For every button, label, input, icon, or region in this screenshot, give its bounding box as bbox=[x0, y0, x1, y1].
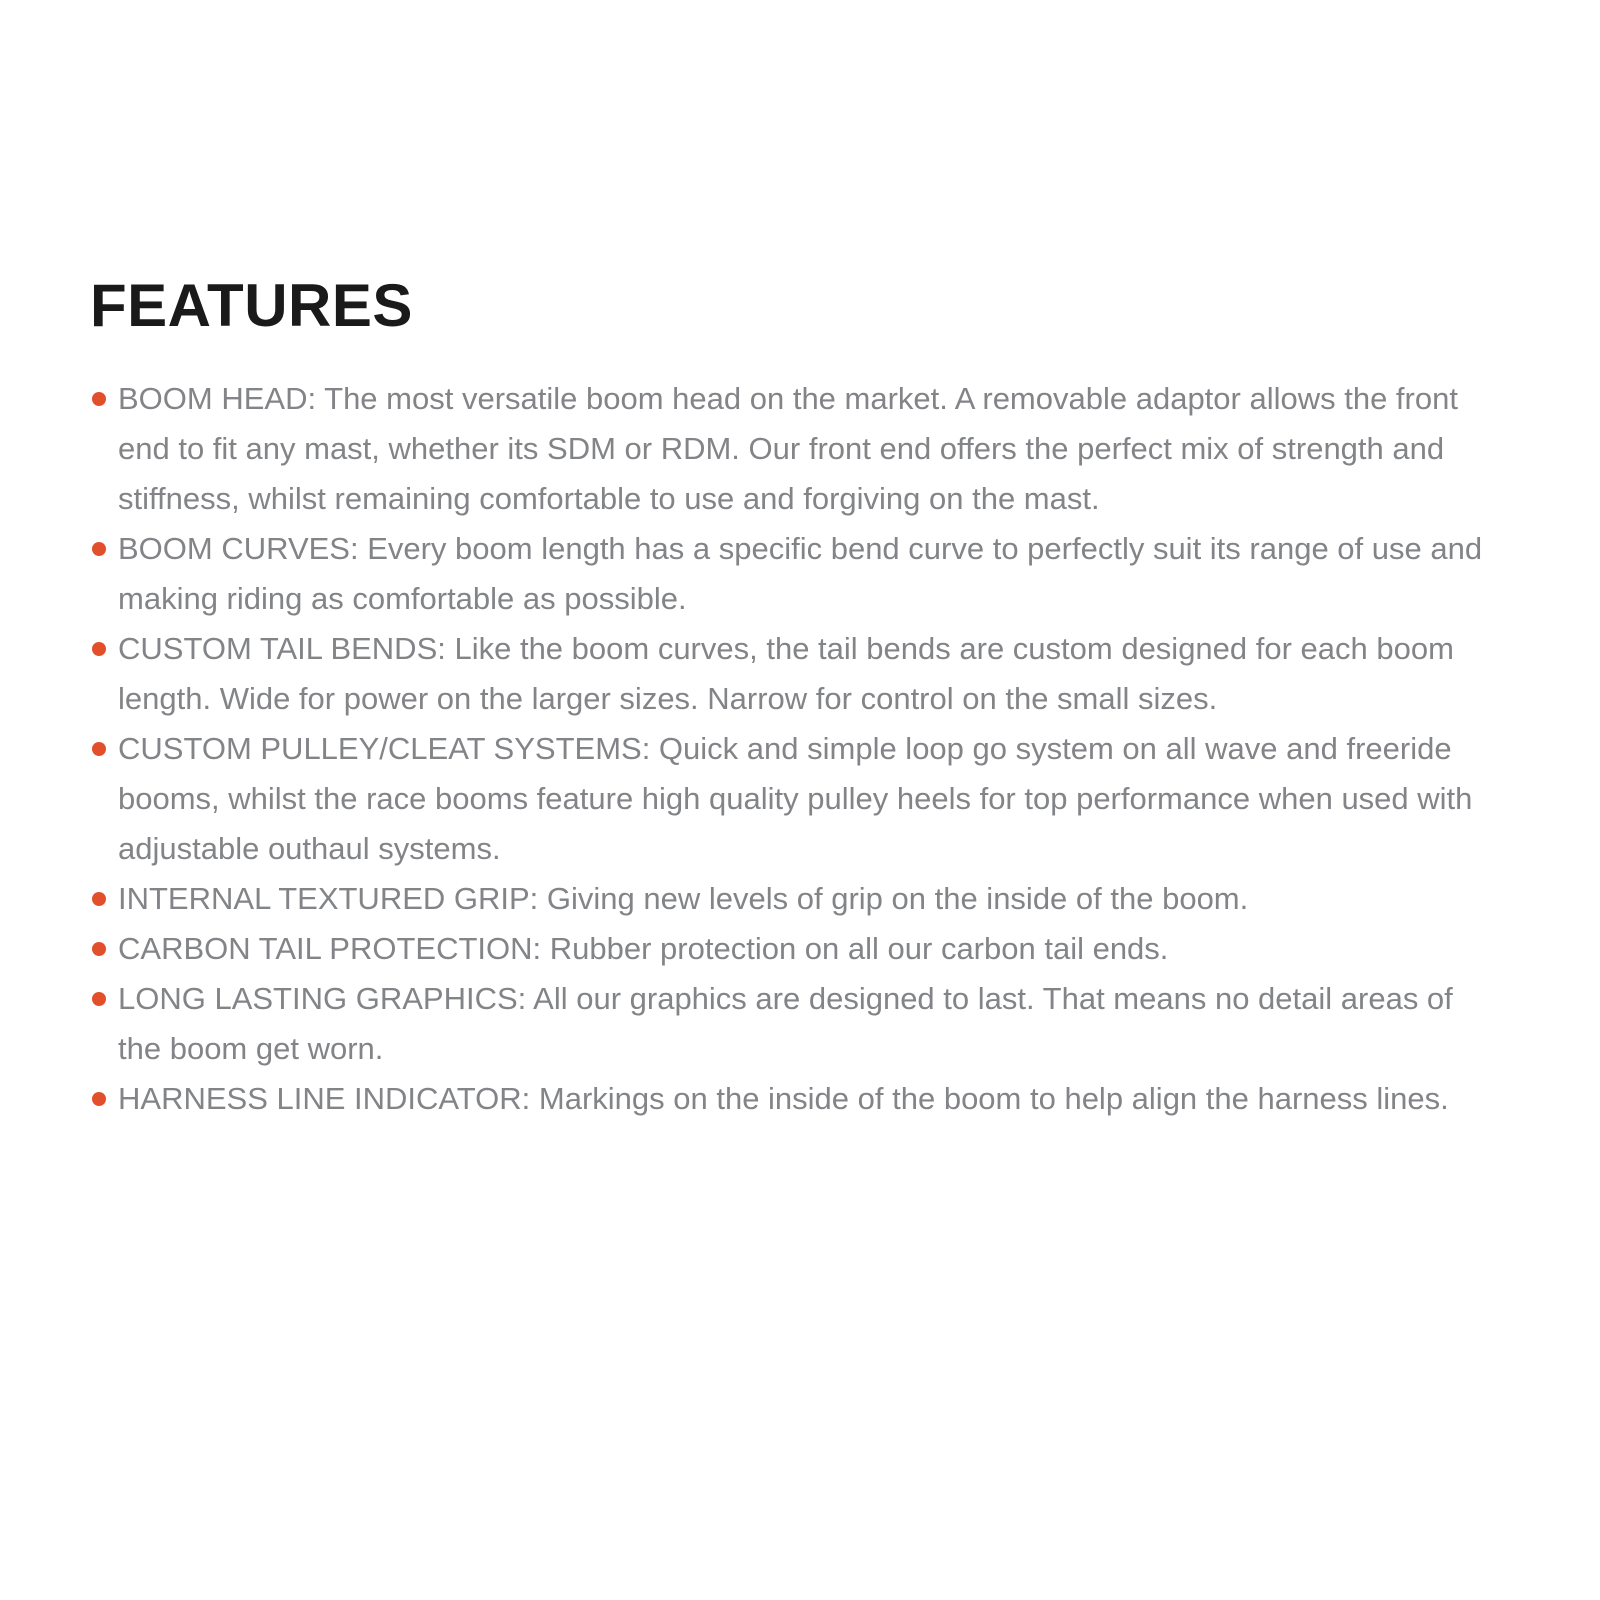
list-item bbox=[90, 924, 1500, 974]
list-item bbox=[90, 874, 1500, 924]
list-item bbox=[90, 724, 1500, 874]
features-list bbox=[90, 374, 1500, 1124]
bullet-icon bbox=[92, 892, 106, 906]
bullet-icon bbox=[92, 742, 106, 756]
feature-text: BOOM CURVES: Every boom length has a specific bend curve to perfectly suit its range of use and making riding as comfortable as possible. bbox=[118, 531, 1483, 616]
bullet-icon bbox=[92, 392, 106, 406]
list-item bbox=[90, 624, 1500, 724]
bullet-icon bbox=[92, 1092, 106, 1106]
list-item bbox=[90, 374, 1500, 524]
page-title: FEATURES bbox=[90, 272, 413, 339]
bullet-icon bbox=[92, 642, 106, 656]
feature-text: CARBON TAIL PROTECTION: Rubber protection on all our carbon tail ends. bbox=[118, 931, 1169, 966]
features-section bbox=[90, 272, 1500, 1124]
feature-text: BOOM HEAD: The most versatile boom head on the market. A removable adaptor allows the front end to fit any mast, whether its SDM or RDM. Our front end offers the perfect mix of strength and stiffness, whilst remaining comfortable to use and forgiving on the mast. bbox=[118, 381, 1458, 516]
list-item bbox=[90, 974, 1500, 1074]
feature-text: HARNESS LINE INDICATOR: Markings on the inside of the boom to help align the harness lines. bbox=[118, 1081, 1449, 1116]
bullet-icon bbox=[92, 542, 106, 556]
bullet-icon bbox=[92, 942, 106, 956]
bullet-icon bbox=[92, 992, 106, 1006]
feature-text: CUSTOM PULLEY/CLEAT SYSTEMS: Quick and simple loop go system on all wave and freeride booms, whilst the race booms feature high quality pulley heels for top performance when used with adjustable outhaul systems. bbox=[118, 731, 1473, 866]
list-item bbox=[90, 1074, 1500, 1124]
feature-text: CUSTOM TAIL BENDS: Like the boom curves, the tail bends are custom designed for each boom length. Wide for power on the larger sizes. Narrow for control on the small sizes. bbox=[118, 631, 1454, 716]
list-item bbox=[90, 524, 1500, 624]
feature-text: INTERNAL TEXTURED GRIP: Giving new levels of grip on the inside of the boom. bbox=[118, 881, 1249, 916]
feature-text: LONG LASTING GRAPHICS: All our graphics are designed to last. That means no detail areas of the boom get worn. bbox=[118, 981, 1453, 1066]
